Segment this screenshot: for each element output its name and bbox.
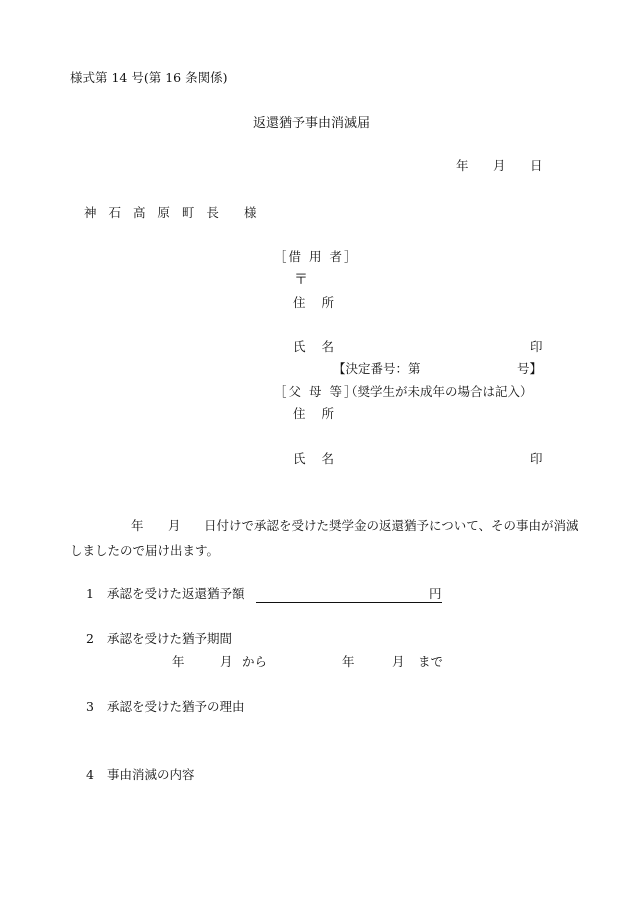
decision-number-open: 【決定番号：第	[333, 361, 421, 376]
period-from-word: から	[242, 654, 268, 669]
period-from-year: 年	[172, 654, 185, 669]
amount-unit: 円	[429, 586, 442, 601]
date-day: 日	[530, 158, 543, 173]
item-number: 4	[86, 767, 94, 782]
parents-address-label: 住 所	[293, 406, 340, 421]
borrower-name-label: 氏 名	[293, 339, 340, 354]
period-to-month: 月	[392, 654, 405, 669]
parents-note: （奨学生が未成年の場合は記入）	[345, 384, 533, 399]
borrower-label: ［借 用 者］	[274, 249, 359, 264]
amount-underline	[256, 602, 442, 603]
item-label: 承認を受けた猶予期間	[107, 631, 233, 646]
period-from-month: 月	[220, 654, 233, 669]
decision-number-close: 号】	[517, 361, 543, 376]
document-title: 返還猶予事由消滅届	[253, 116, 371, 131]
postal-mark: 〒	[294, 272, 308, 288]
period-to-year: 年	[342, 654, 355, 669]
addressee-honorific: 様	[244, 205, 257, 220]
borrower-seal: 印	[530, 339, 543, 354]
item-number: 3	[86, 699, 94, 714]
item-label: 承認を受けた返還猶予額	[107, 586, 245, 601]
body-line1: 日付けで承認を受けた奨学金の返還猶予について、その事由が消滅	[204, 518, 579, 533]
period-to-word: まで	[418, 654, 444, 669]
borrower-address-label: 住 所	[293, 295, 340, 310]
item-number: 1	[86, 586, 94, 601]
body-year: 年	[131, 518, 144, 533]
addressee-name: 神 石 高 原 町 長	[84, 205, 223, 220]
item-label: 承認を受けた猶予の理由	[107, 699, 245, 714]
parents-name-label: 氏 名	[293, 451, 340, 466]
parents-seal: 印	[530, 451, 543, 466]
form-number: 様式第 14 号(第 16 条関係)	[70, 70, 228, 85]
item-number: 2	[86, 631, 94, 646]
date-year: 年	[456, 158, 469, 173]
body-month: 月	[168, 518, 181, 533]
parents-label: ［父 母 等］	[274, 384, 359, 399]
item-label: 事由消滅の内容	[107, 767, 195, 782]
date-month: 月	[493, 158, 506, 173]
body-line2: しましたので届け出ます。	[70, 543, 220, 558]
